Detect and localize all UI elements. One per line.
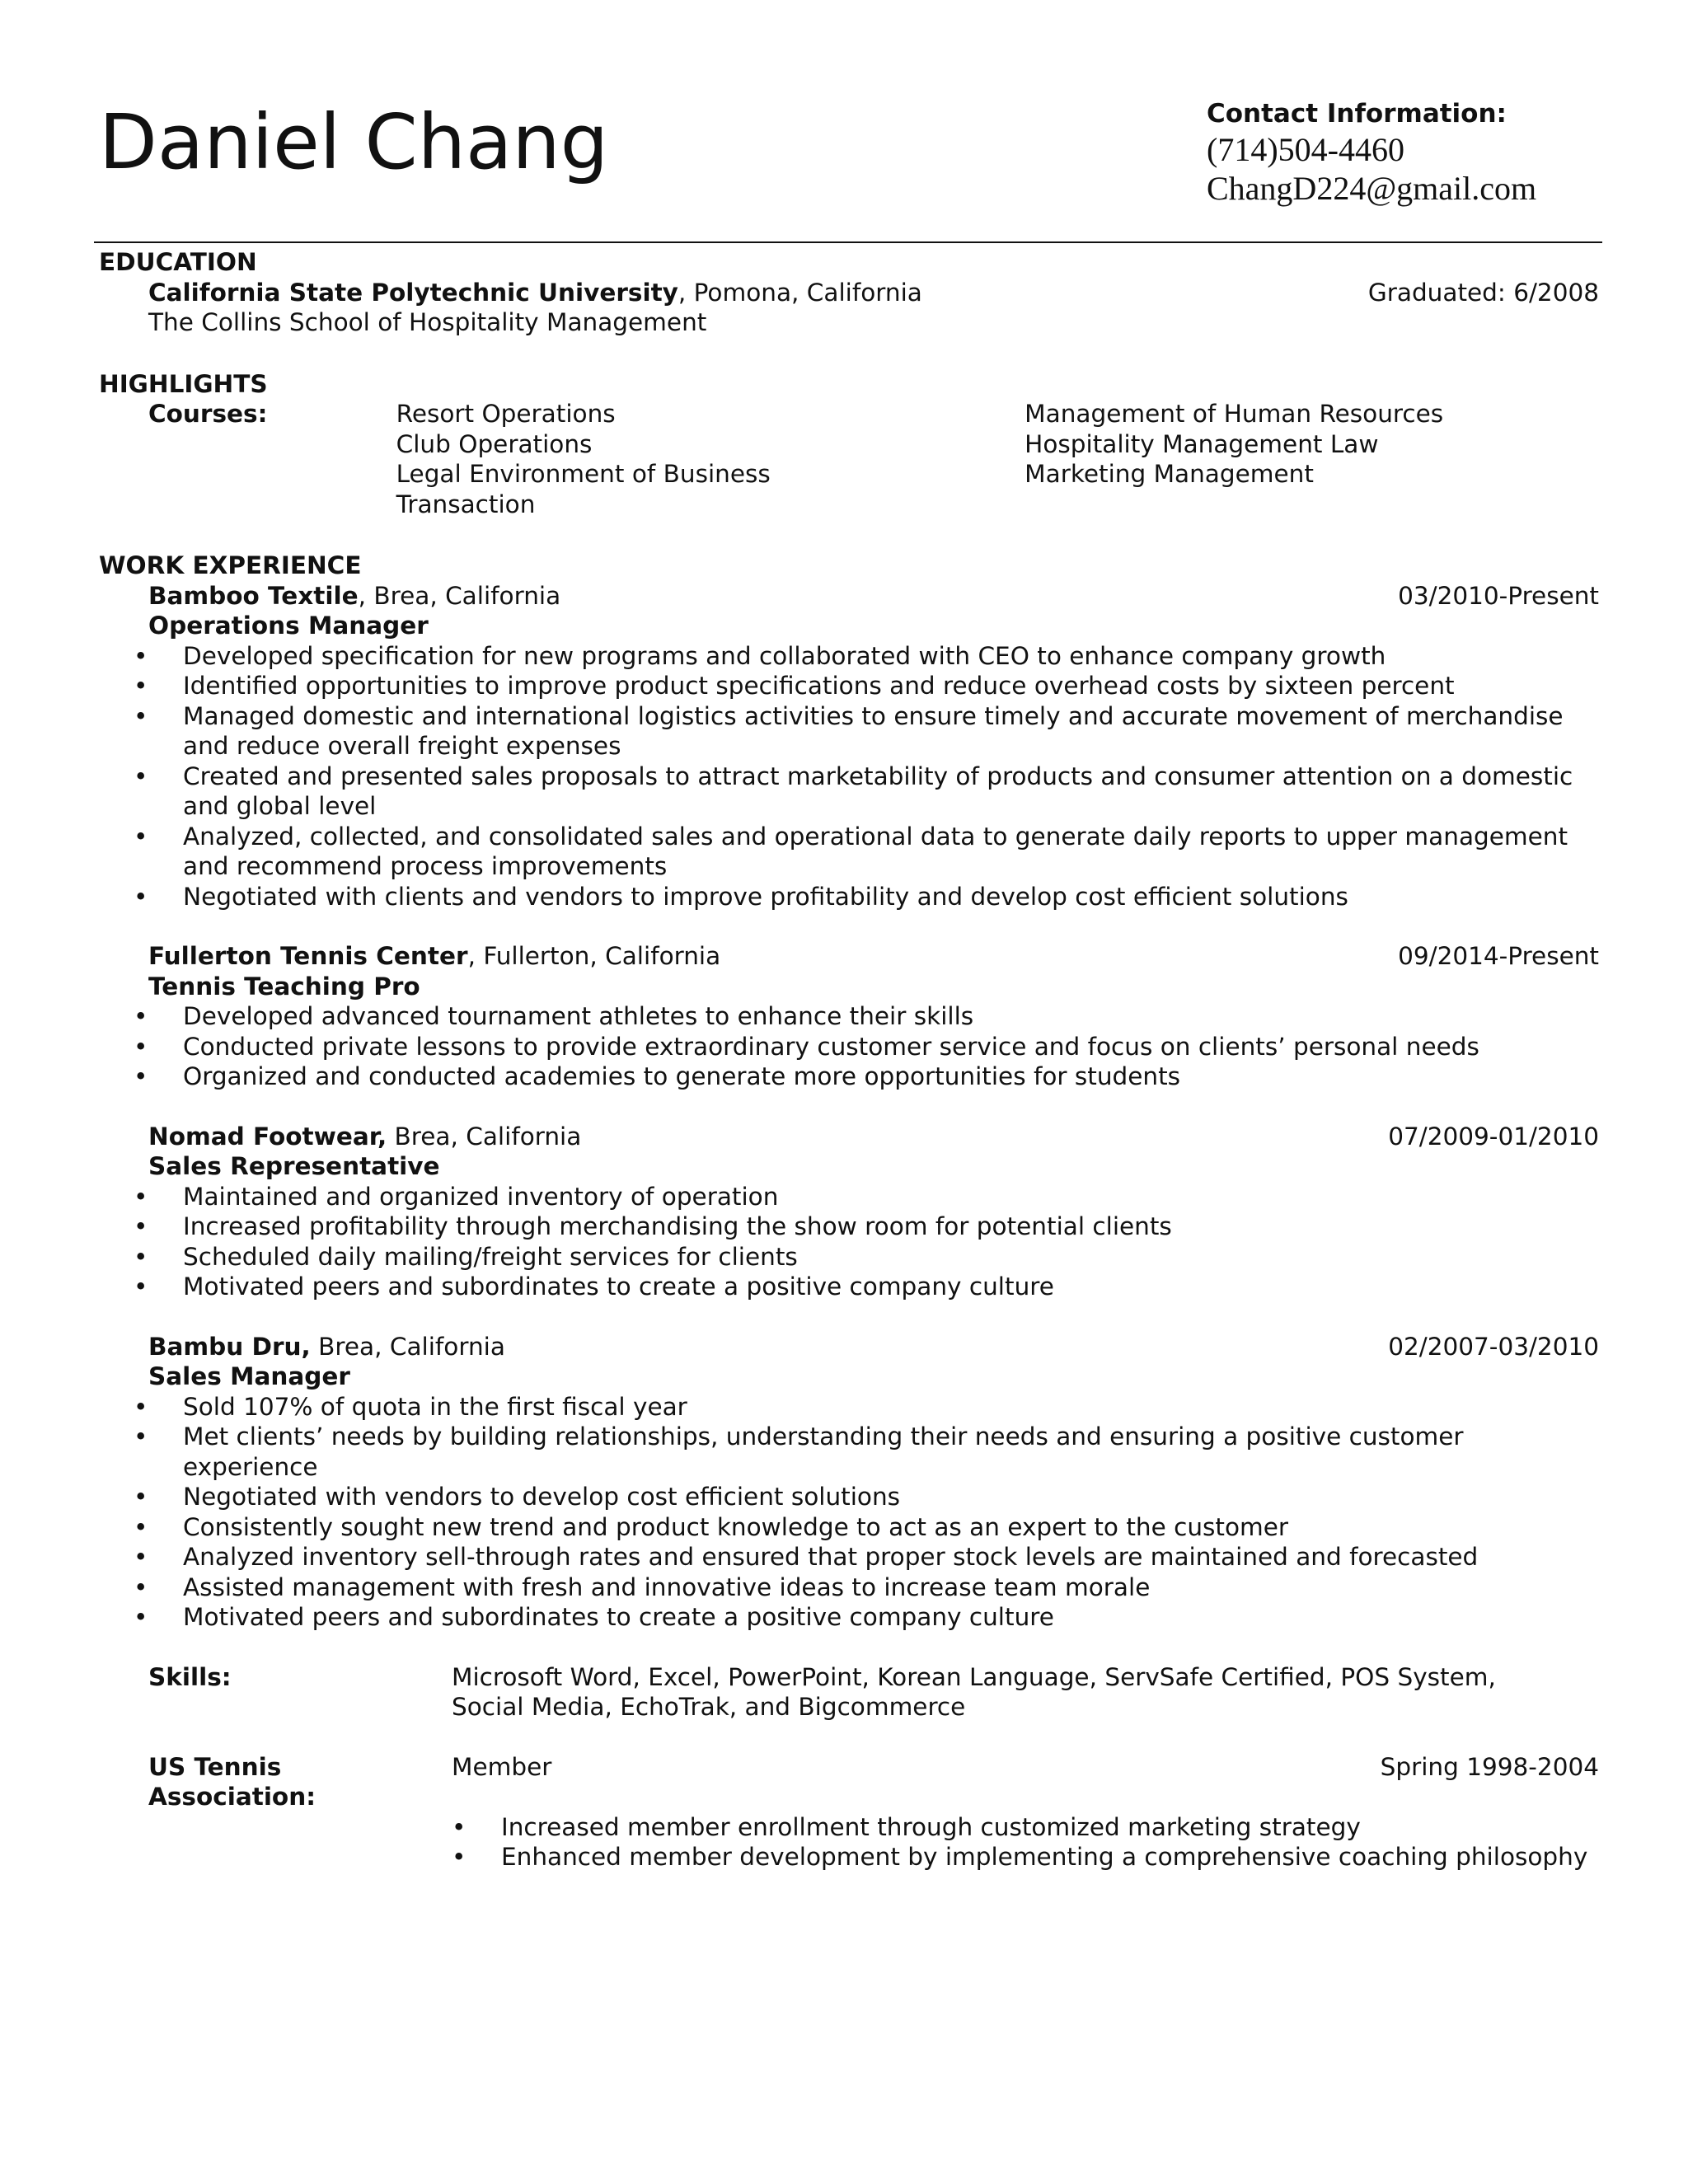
job-header-row — [148, 1122, 1599, 1152]
bullet-icon: • — [134, 1603, 148, 1631]
tennis-label-line-2: Association: — [148, 1783, 316, 1811]
list-item — [99, 1512, 1599, 1543]
job-location: Brea, California — [310, 1332, 505, 1361]
job-bullets — [99, 1182, 1599, 1302]
list-item — [99, 1212, 1599, 1242]
list-item — [99, 701, 1599, 762]
highlights-section — [99, 399, 1599, 519]
skills-row — [148, 1662, 1599, 1722]
skills-value: Microsoft Word, Excel, PowerPoint, Korean Language, ServSafe Certified, POS System, Social Media, EchoTrak, and Bigcommerce — [452, 1662, 1496, 1721]
resume-body — [99, 247, 1599, 1872]
bullet-text: Negotiated with vendors to develop cost efficient solutions — [183, 1483, 901, 1511]
job-entry — [99, 941, 1599, 1001]
list-item — [99, 1812, 1599, 1843]
job-company: Fullerton Tennis Center — [148, 942, 468, 970]
bullet-icon: • — [134, 1422, 148, 1451]
bullet-text: Analyzed inventory sell-through rates and ensured that proper stock levels are maintained and forecasted — [183, 1543, 1479, 1571]
list-item — [99, 1392, 1599, 1422]
list-item — [99, 1542, 1599, 1572]
job-location: , Fullerton, California — [467, 942, 721, 970]
bullet-icon: • — [134, 822, 148, 851]
bullet-icon: • — [134, 672, 148, 700]
bullet-icon: • — [134, 1182, 148, 1211]
course-item: Club Operations — [396, 429, 593, 458]
bullet-icon: • — [134, 1212, 148, 1240]
job-entry — [99, 1332, 1599, 1392]
list-item — [99, 1182, 1599, 1212]
course-item: Hospitality Management Law — [1025, 429, 1379, 458]
bullet-icon: • — [134, 882, 148, 911]
bullet-text: Created and presented sales proposals to attract marketability of products and consumer attention on a domestic and global level — [183, 762, 1573, 820]
list-item — [99, 641, 1599, 672]
education-graduated: Graduated: 6/2008 — [1367, 278, 1599, 307]
job-company-line — [148, 1122, 581, 1152]
tennis-role: Member — [452, 1752, 552, 1781]
spacer — [99, 1302, 1599, 1332]
bullet-icon: • — [134, 1572, 148, 1601]
job-company-line — [148, 941, 720, 972]
bullet-icon: • — [134, 1062, 148, 1090]
bullet-icon: • — [134, 641, 148, 670]
tennis-label — [148, 1752, 452, 1812]
highlights-title: HIGHLIGHTS — [99, 369, 268, 398]
list-item — [99, 1842, 1599, 1872]
job-company-line — [148, 581, 560, 612]
job-bullets — [99, 641, 1599, 912]
course-item: Resort Operations — [396, 400, 616, 428]
bullet-icon: • — [134, 701, 148, 730]
contact-phone: (714)504-4460 — [1207, 131, 1404, 168]
courses-row — [148, 399, 1599, 519]
bullet-text: Analyzed, collected, and consolidated sales and operational data to generate daily reports to upper management and recommend process improvements — [183, 822, 1568, 880]
job-header-row — [148, 1332, 1599, 1362]
header-divider — [94, 241, 1602, 243]
bullet-text: Assisted management with fresh and innovative ideas to increase team morale — [183, 1572, 1151, 1601]
job-entry — [99, 1122, 1599, 1182]
job-header-row — [148, 941, 1599, 972]
bullet-icon: • — [134, 1242, 148, 1271]
job-dates: 03/2010-Present — [1398, 581, 1599, 610]
courses-column-1 — [396, 399, 1025, 519]
list-item — [99, 1482, 1599, 1512]
job-company: Nomad Footwear, — [148, 1122, 387, 1151]
education-school: California State Polytechnic University — [148, 278, 678, 307]
bullet-text: Developed specification for new programs and collaborated with CEO to enhance company growth — [183, 641, 1386, 670]
list-item — [99, 1422, 1599, 1482]
bullet-text: Sold 107% of quota in the first fiscal year — [183, 1392, 687, 1421]
list-item — [99, 1001, 1599, 1032]
bullet-icon: • — [134, 1483, 148, 1511]
course-item: Legal Environment of Business — [396, 460, 771, 488]
job-bullets — [99, 1001, 1599, 1092]
job-header-row — [148, 581, 1599, 612]
bullet-icon: • — [134, 762, 148, 790]
tennis-dates: Spring 1998-2004 — [1380, 1752, 1599, 1781]
course-item: Management of Human Resources — [1025, 400, 1444, 428]
course-item: Transaction — [396, 490, 536, 518]
education-college: The Collins School of Hospitality Management — [148, 308, 707, 336]
contact-heading: Contact Information: — [1207, 99, 1507, 129]
bullet-text: Developed advanced tournament athletes to enhance their skills — [183, 1002, 974, 1030]
bullet-icon: • — [134, 1032, 148, 1061]
job-role: Sales Representative — [148, 1152, 440, 1180]
list-item — [99, 1062, 1599, 1092]
job-role: Sales Manager — [148, 1362, 350, 1390]
bullet-text: Increased member enrollment through customized marketing strategy — [501, 1812, 1361, 1841]
tennis-row — [148, 1752, 1599, 1812]
work-section — [99, 581, 1599, 641]
job-company: Bamboo Textile — [148, 581, 359, 610]
spacer — [99, 1633, 1599, 1662]
spacer — [99, 912, 1599, 941]
tennis-section — [99, 1752, 1599, 1812]
job-dates: 09/2014-Present — [1398, 942, 1599, 970]
bullet-text: Met clients’ needs by building relationships, understanding their needs and ensuring a positive customer experience — [183, 1422, 1464, 1481]
bullet-text: Maintained and organized inventory of operation — [183, 1182, 779, 1211]
bullet-icon: • — [452, 1843, 467, 1871]
tennis-label-line-1: US Tennis — [148, 1752, 282, 1781]
courses-label: Courses: — [148, 400, 268, 428]
spacer — [99, 338, 1599, 369]
spacer — [99, 1722, 1599, 1752]
spacer — [99, 1092, 1599, 1122]
bullet-text: Consistently sought new trend and product knowledge to act as an expert to the customer — [183, 1512, 1289, 1541]
spacer — [99, 519, 1599, 551]
job-entry — [148, 581, 1599, 641]
list-item — [99, 822, 1599, 882]
education-school-line — [148, 278, 922, 308]
bullet-text: Motivated peers and subordinates to create a positive company culture — [183, 1272, 1054, 1301]
job-location: , Brea, California — [358, 581, 561, 610]
job-dates: 02/2007-03/2010 — [1388, 1332, 1599, 1361]
bullet-text: Identified opportunities to improve product specifications and reduce overhead costs by sixteen percent — [183, 672, 1455, 700]
list-item — [99, 1242, 1599, 1272]
bullet-icon: • — [452, 1812, 467, 1841]
candidate-name: Daniel Chang — [99, 98, 609, 186]
list-item — [99, 1032, 1599, 1062]
job-company: Bambu Dru, — [148, 1332, 311, 1361]
courses-column-2 — [1025, 399, 1599, 519]
education-section — [99, 278, 1599, 338]
education-location: , Pomona, California — [678, 278, 922, 307]
bullet-text: Motivated peers and subordinates to create a positive company culture — [183, 1603, 1054, 1631]
contact-block — [1207, 97, 1652, 208]
job-role: Tennis Teaching Pro — [148, 972, 420, 1001]
bullet-icon: • — [134, 1392, 148, 1421]
contact-email: ChangD224@gmail.com — [1207, 170, 1537, 207]
bullet-text: Organized and conducted academies to generate more opportunities for students — [183, 1062, 1181, 1090]
education-school-row — [148, 278, 1599, 308]
bullet-icon: • — [134, 1272, 148, 1301]
course-item: Marketing Management — [1025, 460, 1314, 488]
list-item — [99, 762, 1599, 822]
education-title: EDUCATION — [99, 248, 257, 276]
bullet-text: Negotiated with clients and vendors to improve profitability and develop cost efficient solutions — [183, 882, 1348, 911]
skills-section — [99, 1662, 1599, 1722]
bullet-icon: • — [134, 1543, 148, 1571]
bullet-text: Increased profitability through merchandising the show room for potential clients — [183, 1212, 1172, 1240]
job-bullets — [99, 1392, 1599, 1633]
tennis-bullets — [99, 1812, 1599, 1872]
list-item — [99, 1272, 1599, 1302]
job-location: Brea, California — [387, 1122, 582, 1151]
job-dates: 07/2009-01/2010 — [1388, 1122, 1599, 1151]
list-item — [99, 1572, 1599, 1603]
skills-label: Skills: — [148, 1662, 232, 1691]
list-item — [99, 882, 1599, 912]
bullet-text: Managed domestic and international logistics activities to ensure timely and accurate movement of merchandise and reduce overall freight expenses — [183, 701, 1564, 760]
work-title: WORK EXPERIENCE — [99, 551, 362, 579]
job-company-line — [148, 1332, 505, 1362]
list-item — [99, 671, 1599, 701]
list-item — [99, 1602, 1599, 1633]
bullet-text: Scheduled daily mailing/freight services for clients — [183, 1242, 798, 1271]
bullet-icon: • — [134, 1002, 148, 1030]
bullet-text: Enhanced member development by implementing a comprehensive coaching philosophy — [501, 1843, 1588, 1871]
job-role: Operations Manager — [148, 612, 429, 640]
bullet-text: Conducted private lessons to provide extraordinary customer service and focus on clients’ personal needs — [183, 1032, 1479, 1061]
bullet-icon: • — [134, 1512, 148, 1541]
